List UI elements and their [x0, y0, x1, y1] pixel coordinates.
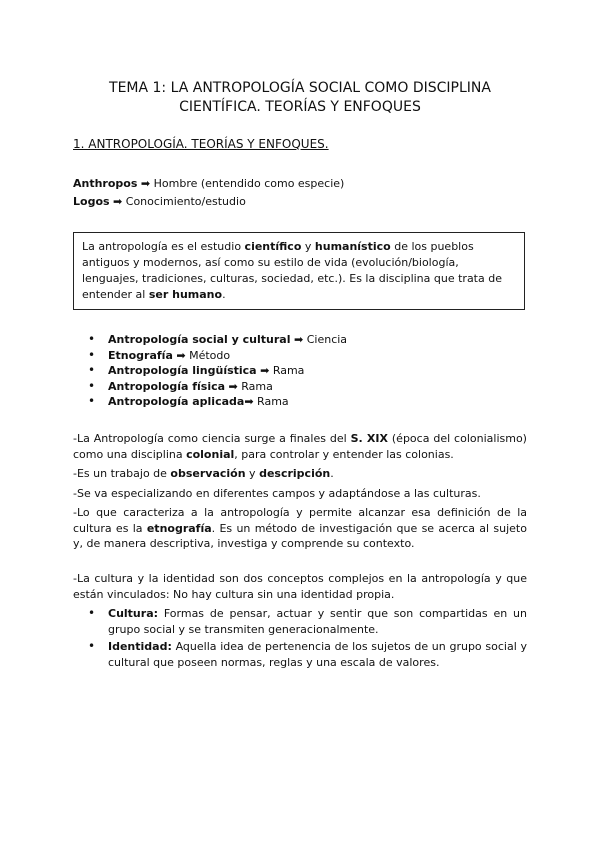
- bold-text: etnografía: [146, 521, 212, 535]
- text: .: [330, 467, 334, 480]
- box-text: y: [301, 240, 315, 253]
- definition-term: Logos: [73, 195, 110, 208]
- arrow-icon: ➡: [244, 395, 258, 408]
- list-item: [73, 394, 347, 410]
- paragraph: -La cultura y la identidad son dos conceptos complejos en la antropología y que están vinculados: No hay cultura sin una identidad propia.: [73, 572, 527, 601]
- branch-value: Rama: [241, 379, 273, 393]
- list-item: [73, 606, 527, 637]
- branch-value: Método: [189, 348, 231, 362]
- paragraph: [73, 505, 527, 552]
- etymology-definitions: [73, 175, 344, 211]
- box-bold-text: humanístico: [314, 240, 391, 253]
- text: (época del colonialismo) como una disciplina: [73, 432, 527, 461]
- text: . Es un método de investigación que se acerca al sujeto y, de manera descriptiva, investiga y comprende su contexto.: [73, 521, 527, 550]
- document-title: [60, 79, 540, 117]
- definition-term: Anthropos: [73, 177, 138, 190]
- title-line-1: TEMA 1: LA ANTROPOLOGÍA SOCIAL COMO DISCIPLINA: [109, 80, 491, 96]
- box-bold-text: ser humano: [148, 288, 223, 301]
- list-item: [73, 332, 347, 348]
- concepts-list: [73, 606, 527, 670]
- box-text: .: [222, 288, 226, 301]
- list-item: [73, 363, 347, 379]
- text: -La Antropología como ciencia surge a finales del: [73, 432, 351, 445]
- definition-meaning: Conocimiento/estudio: [125, 195, 246, 208]
- arrow-icon: ➡: [137, 177, 154, 190]
- box-text: de los pueblos antiguos y modernos, así como su estilo de vida (evolución/biología, lenguajes, tradiciones, culturas, sociedad, etc.). Es la disciplina que trata de entender al: [82, 240, 502, 301]
- arrow-icon: ➡: [225, 379, 242, 393]
- paragraph: [73, 431, 527, 462]
- definition-row: [73, 175, 344, 193]
- branch-value: Ciencia: [306, 333, 348, 346]
- arrow-icon: ➡: [290, 333, 307, 346]
- branch-label: Antropología lingüística: [108, 364, 257, 377]
- definition-meaning: Hombre (entendido como especie): [153, 177, 345, 190]
- branch-label: Antropología aplicada: [108, 395, 245, 408]
- branch-label: Etnografía: [108, 348, 173, 362]
- list-item: [73, 379, 347, 395]
- concept-text: Formas de pensar, actuar y sentir que son compartidas en un grupo social y se transmiten generacionalmente.: [108, 607, 527, 636]
- text: , para controlar y entender las colonias.: [234, 447, 454, 461]
- concept-text: Aquella idea de pertenencia de los sujetos de un grupo social y cultural que poseen normas, reglas y una escala de valores.: [108, 640, 527, 669]
- definition-row: [73, 193, 344, 211]
- bold-text: observación: [170, 467, 246, 480]
- text: y: [245, 467, 260, 480]
- branches-list: [73, 332, 347, 410]
- paragraph: [73, 466, 527, 482]
- list-item: [73, 348, 347, 364]
- paragraph-block-2: [73, 571, 527, 672]
- branch-label: Antropología social y cultural: [108, 333, 291, 346]
- box-text: La antropología es el estudio: [82, 240, 245, 253]
- concept-label: Cultura:: [108, 607, 159, 620]
- branch-value: Rama: [272, 364, 305, 377]
- paragraph: -Se va especializando en diferentes campos y adaptándose a las culturas.: [73, 486, 481, 500]
- text: -Lo que caracteriza a la antropología y permite alcanzar esa definición de la cultura es la: [73, 506, 527, 535]
- branch-label: Antropología física: [108, 379, 226, 393]
- definition-box: [73, 232, 525, 310]
- bold-text: descripción: [259, 467, 331, 480]
- arrow-icon: ➡: [109, 195, 126, 208]
- title-line-2: CIENTÍFICA. TEORÍAS Y ENFOQUES: [179, 99, 421, 115]
- box-bold-text: científico: [244, 240, 302, 253]
- bold-text: colonial: [186, 447, 235, 461]
- list-item: [73, 639, 527, 670]
- paragraph-block-1: [73, 431, 527, 556]
- concept-label: Identidad:: [108, 640, 172, 653]
- bold-text: S. XIX: [350, 432, 388, 445]
- arrow-icon: ➡: [172, 348, 190, 362]
- section-heading: 1. ANTROPOLOGÍA. TEORÍAS Y ENFOQUES.: [73, 137, 329, 151]
- text: -Es un trabajo de: [73, 467, 171, 480]
- arrow-icon: ➡: [256, 364, 273, 377]
- branch-value: Rama: [257, 395, 289, 408]
